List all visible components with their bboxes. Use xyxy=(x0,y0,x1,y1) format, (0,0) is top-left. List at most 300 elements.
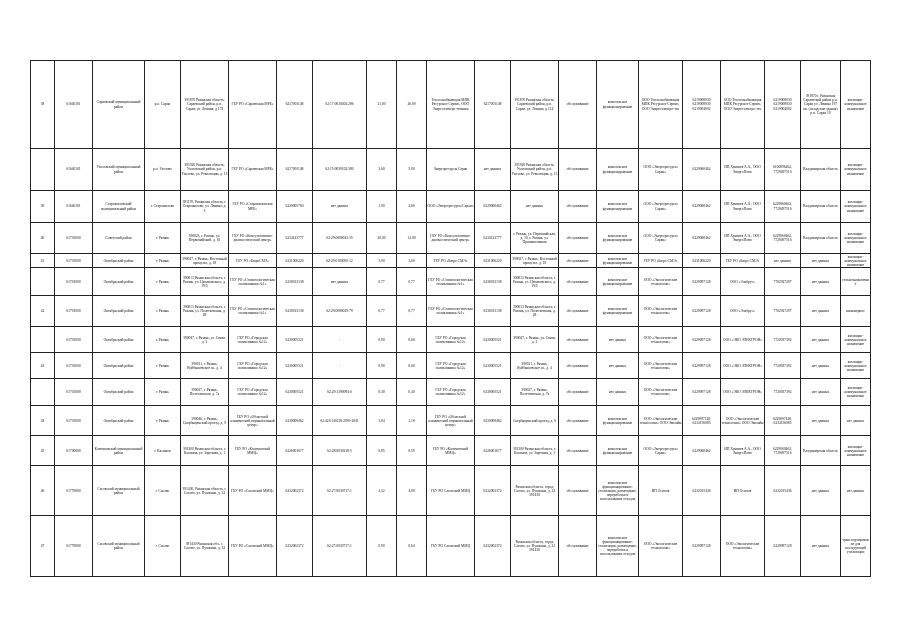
row-number-cell: 43 xyxy=(31,353,55,379)
table-cell: ГБУ РО Сасовский ММЦ xyxy=(427,516,475,577)
table-cell: Рязанская область, город Сасово, ул. Пушкина, д. 32 391430 xyxy=(511,516,559,577)
table-cell: обслуживание xyxy=(559,466,597,516)
table-cell: 0,40 xyxy=(367,379,397,406)
table-cell: ГБУ РО «Бюро СМЭ» xyxy=(639,254,683,268)
table-cell: 0,77 xyxy=(367,268,397,296)
table-cell: нет данных xyxy=(841,406,871,436)
table-cell: г. Рязань xyxy=(145,296,181,327)
table-cell: Октябрьский район xyxy=(93,353,145,379)
table-cell: ГБУ РО «Областной клинический перинатальный центр» xyxy=(229,406,277,436)
table-row xyxy=(31,466,871,516)
table-cell: комплексное функционирование xyxy=(597,149,639,191)
table-cell: ООО «Экологические технологии» xyxy=(639,379,683,406)
table-cell: - xyxy=(313,327,367,353)
table-cell: ООО «Экологические технологии» xyxy=(721,516,765,577)
table-cell: 0,77 xyxy=(397,268,427,296)
table-cell: г. Рязань, ул. Первомайская, д. 10, г. Рязань, ул. Промышленная xyxy=(511,223,559,254)
row-number-cell xyxy=(31,327,55,353)
table-cell: 6230005521 xyxy=(277,379,313,406)
table-cell: 6230005521 xyxy=(475,353,511,379)
table-cell: нет данных xyxy=(801,296,841,327)
table-cell: 6230005521 xyxy=(475,327,511,353)
table-cell: ГБУ РО «Касимовский ММЦ» xyxy=(427,436,475,466)
table-cell: 61701000 xyxy=(55,296,93,327)
table-cell: 6219008030 6219008030 6219004692 xyxy=(683,61,721,149)
table-cell: нет данных xyxy=(801,466,841,516)
table-cell: 7702927297 xyxy=(765,296,801,327)
table-cell: 391430, Рязанская область, г. Сасово, ул. Пушкина, д. 32 xyxy=(181,466,229,516)
table-row xyxy=(31,191,871,223)
table-cell: ГБУ РО «Стоматологическая поликлиника №1» xyxy=(427,268,475,296)
table-cell: 6232015436 xyxy=(765,466,801,516)
table-row xyxy=(31,436,871,466)
table-cell: ГБУ РО «Бюро СМЭ» xyxy=(721,254,765,268)
table-cell: обслуживание xyxy=(559,436,597,466)
table-cell: нет данных xyxy=(765,254,801,268)
table-cell: 6229060462 xyxy=(475,191,511,223)
table-cell: 6229097128 xyxy=(683,268,721,296)
table-cell: 391920 Рязанская область, Ухоловский район, р.п. Ухолово, ул. Революции, д. 13 xyxy=(511,149,559,191)
table-cell: 6230005521 xyxy=(475,379,511,406)
row-number-cell: 40 xyxy=(31,223,55,254)
table-cell: 6230009462 xyxy=(475,406,511,436)
table-cell: комплексное функционирование: утилизация, размещение, переработка и использование отходов xyxy=(597,516,639,577)
table-cell: 390027, г. Рязань, Полетаевская, д. 7а xyxy=(181,379,229,406)
table-cell: 6229060462 xyxy=(683,223,721,254)
table-cell: Энергоресурсы Сараи xyxy=(427,149,475,191)
table-cell: обслуживание xyxy=(559,254,597,268)
table-cell: нет данных xyxy=(801,516,841,577)
table-cell: обслуживание xyxy=(559,516,597,577)
table-cell: 2,18 xyxy=(397,406,427,436)
row-number-cell xyxy=(31,268,55,296)
table-cell: 6229097128 xyxy=(683,327,721,353)
table-cell: Владимирская область xyxy=(801,223,841,254)
table-cell: 6230005521 xyxy=(277,327,313,353)
table-cell: обслуживание xyxy=(559,379,597,406)
table-cell: жилищно-коммунальное назначение xyxy=(841,436,871,466)
table-cell: 6229060462 xyxy=(683,436,721,466)
table-cell: ООО Теплоснабжающая МПК Ресурсное Сервис, ООО Энергоэлектро-тех xyxy=(721,61,765,149)
table-cell: 0,90 xyxy=(367,353,397,379)
table-cell: 390027, г. Рязань, Восточный промузел, д. 18 xyxy=(511,254,559,268)
register-table-body xyxy=(31,61,871,577)
table-cell: 20,00 xyxy=(367,223,397,254)
table-cell: обслуживание xyxy=(559,61,597,149)
table-cell: ООО «Энергоресурсы Сараи» xyxy=(639,191,683,223)
table-cell: 61700000 xyxy=(55,436,93,466)
table-row xyxy=(31,61,871,149)
table-cell: 61701000 xyxy=(55,379,93,406)
table-cell: ГБУ РО «БюроСМЭ» xyxy=(229,254,277,268)
table-cell: обслуживание xyxy=(559,327,597,353)
table-cell: жилищно-коммунальное назначение xyxy=(841,379,871,406)
table-cell: ООО «Экологические технологии» xyxy=(639,353,683,379)
table-cell: 0,77 xyxy=(397,296,427,327)
table-cell: ООО «Экологические технологии» xyxy=(639,516,683,577)
table-row xyxy=(31,268,871,296)
table-cell: Скорбященский проезд, д. 9 xyxy=(511,406,559,436)
table-cell: 6232015436 xyxy=(683,466,721,516)
table-cell: 61640101 xyxy=(55,149,93,191)
table-cell: 21,00 xyxy=(367,61,397,149)
row-number-cell: 39 xyxy=(31,191,55,223)
row-number-cell: 46 xyxy=(31,466,55,516)
table-cell: 391870 Рязанская область, Сараевский район, р.п. Сараи, ул. Ленина, д.114 xyxy=(511,61,559,149)
table-cell: ГБУ РО «Стоматологическая поликлиника №1» xyxy=(229,268,277,296)
table-cell: 7702927297 xyxy=(765,268,801,296)
table-cell: 3,04 xyxy=(367,406,397,436)
table-cell: ГБУ РО «Старожиловская МРБ» xyxy=(229,191,277,223)
table-cell: жилищно-коммунальное назначение xyxy=(841,353,871,379)
table-cell: нет данных xyxy=(801,254,841,268)
table-cell: ИП Хунвиев А.А., ООО ЭнергоПлюс xyxy=(721,223,765,254)
table-cell: нет данных xyxy=(313,268,367,296)
table-cell: 391870 г. Рязанская Сараевский район р.п. Сараи ул. Ленина 197 кв. (складские здания) р.п. Сараи 10 xyxy=(801,61,841,149)
table-cell: 61701000 xyxy=(55,254,93,268)
table-cell: 6226001677 xyxy=(277,436,313,466)
table-cell: ООО «Экологические технологии» xyxy=(639,296,683,327)
table-cell: ООО «ЭКО ЭЛЕКТРОН» xyxy=(721,353,765,379)
table-cell: г. Рязань xyxy=(145,353,181,379)
table-cell: 6230009462 xyxy=(277,406,313,436)
table-cell: 62:29:1390094:6 xyxy=(313,379,367,406)
table-cell: Сараевский муниципальный район xyxy=(93,61,145,149)
row-number-cell: 44 xyxy=(31,406,55,436)
table-cell: 390046, г. Рязань, Скорбященский проезд, д. 9 xyxy=(181,406,229,436)
row-number-cell xyxy=(31,379,55,406)
table-cell: 390011, г. Рязань, Куйбышевское ш., д. 4 xyxy=(181,353,229,379)
table-cell: ГБУ РО «Городская поликлиника №12» xyxy=(427,379,475,406)
table-cell: г. Рязань xyxy=(145,327,181,353)
table-cell: 62:27:0030717:1 xyxy=(313,466,367,516)
table-cell: г. Рязань xyxy=(145,379,181,406)
table-cell: нет данных xyxy=(801,406,841,436)
table-cell: обслуживание xyxy=(559,406,597,436)
table-cell: 6234123777 xyxy=(277,223,313,254)
table-cell: 390011, г. Рязань, Куйбышевское ш., д. 4 xyxy=(511,353,559,379)
table-cell: ООО «Эльбрус» xyxy=(721,268,765,296)
table-cell: 6232002372 xyxy=(277,466,313,516)
table-cell: ООО «ЭКО ЭЛЕКТРОН» xyxy=(721,327,765,353)
table-cell: ИП Хунвиев А.А., ООО ЭнергоПлюс xyxy=(721,436,765,466)
table-cell: 61640101 xyxy=(55,191,93,223)
table-cell: нет данных xyxy=(801,379,841,406)
table-cell: Октябрьский район xyxy=(93,327,145,353)
table-cell: 6229060462 xyxy=(683,149,721,191)
table-cell: 6232002372 xyxy=(277,516,313,577)
row-number-cell: 45 xyxy=(31,436,55,466)
table-cell: г. Рязань xyxy=(145,268,181,296)
row-number-cell: 47 xyxy=(31,516,55,577)
table-cell: г. Касимов xyxy=(145,436,181,466)
table-cell: 2,60 xyxy=(397,191,427,223)
table-cell: 390023, г. Рязань, ул. Первомайский, д. 10 xyxy=(181,223,229,254)
table-cell: 1,90 xyxy=(367,191,397,223)
table-cell: Октябрьский район xyxy=(93,406,145,436)
table-cell: ГБУ РО «Сараевская МРБ» xyxy=(229,149,277,191)
table-cell: 6229097128 xyxy=(683,516,721,577)
table-cell: 62:29:0080029:79 xyxy=(313,296,367,327)
table-cell: г. Сасово xyxy=(145,516,181,577)
table-cell: комплексное функционирование xyxy=(597,406,639,436)
table-cell: ИП Хунвиев А.А., ООО ЭнергоПлюс xyxy=(721,191,765,223)
table-cell: Советский район xyxy=(93,223,145,254)
table-cell: г. Рязань xyxy=(145,223,181,254)
table-cell: 61701000 xyxy=(55,327,93,353)
table-cell: 6229097128, 6234156085 xyxy=(765,406,801,436)
table-cell: ООО «Энергоресурсы Сараи» xyxy=(639,149,683,191)
table-cell: ГБУ РО «Стоматологическая поликлиника №1» xyxy=(229,296,277,327)
table-cell: 391430 Рязанская обл., г. Сасово, ул. Пушкина, д. 32 xyxy=(181,516,229,577)
table-cell: 6217001148 xyxy=(277,61,313,149)
table-cell: 391920 Рязанская область, Ухоловский район, р.п. Ухолово, ул. Революции, д. 13 xyxy=(181,149,229,191)
table-cell: ГБУ РО «Городская поликлиника №12» xyxy=(229,353,277,379)
register-page xyxy=(30,60,870,603)
table-cell: г. Рязань xyxy=(145,254,181,268)
table-row xyxy=(31,406,871,436)
table-cell: 6230005521 xyxy=(277,353,313,379)
table-cell: 62:15:0030102:380 xyxy=(313,149,367,191)
table-row xyxy=(31,254,871,268)
table-cell: 6230013138 xyxy=(475,296,511,327)
table-cell: 0,85 xyxy=(367,436,397,466)
table-cell: 4,00 xyxy=(397,466,427,516)
table-cell: нет данных xyxy=(801,268,841,296)
table-cell: жилищно-коммунальное назначение xyxy=(841,223,871,254)
table-cell: комплексное функционирование xyxy=(597,61,639,149)
table-cell: 0,90 xyxy=(367,327,397,353)
table-cell: 62:28:0030218:5 xyxy=(313,436,367,466)
table-cell: Октябрьский район xyxy=(93,254,145,268)
table-cell: Октябрьский район xyxy=(93,296,145,327)
table-cell: Октябрьский район xyxy=(93,379,145,406)
table-cell: 6232002372 xyxy=(475,466,511,516)
table-row xyxy=(31,149,871,191)
table-cell: нет данных xyxy=(597,379,639,406)
table-cell: 6229060462, 7729497516 xyxy=(765,436,801,466)
table-cell: 61701000 xyxy=(55,223,93,254)
table-cell: 61770000 xyxy=(55,466,93,516)
table-cell: обслуживание xyxy=(559,191,597,223)
table-cell: 6229060462 xyxy=(683,191,721,223)
table-row xyxy=(31,296,871,327)
table-cell: Октябрьский район xyxy=(93,268,145,296)
table-cell: 6231006220 xyxy=(683,254,721,268)
table-cell: ООО «Экологические технологии» xyxy=(639,268,683,296)
table-cell: 390027, г. Рязань, Полетаевская, д. 7а xyxy=(511,379,559,406)
table-cell: 6217001148 xyxy=(277,149,313,191)
table-cell: ГБУ РО «Сараевская МРБ» xyxy=(229,61,277,149)
table-cell: ИП Хунвиев А.А., ООО ЭнергоПлюс xyxy=(721,149,765,191)
table-cell: 0,64 xyxy=(397,516,427,577)
table-cell: 6230013138 xyxy=(277,296,313,327)
table-cell: нет данных xyxy=(801,327,841,353)
table-cell: ООО Теплоснабжающая МПК Ресурсное Сервис, ООО Энергоэлектро-тех xyxy=(639,61,683,149)
table-cell: ГБУ РО «Консультативно-диагностический центр» xyxy=(229,223,277,254)
table-cell: комплексное функционирование xyxy=(597,268,639,296)
table-cell: 6229097128, 6234156085 xyxy=(683,406,721,436)
table-cell: Сасовский муниципальный район xyxy=(93,516,145,577)
table-cell: обслуживание xyxy=(559,296,597,327)
table-cell: 390013 Рязанская область, г. Рязань, ул. Полетаевская, д. 28 xyxy=(181,296,229,327)
table-cell: 0,40 xyxy=(397,379,427,406)
table-cell: комплексное функционирование xyxy=(597,436,639,466)
table-cell: ГБУ РО Сасовский ММЦ xyxy=(427,466,475,516)
table-cell: ООО «Экологические технологии» xyxy=(639,327,683,353)
table-cell: ГБУ РО «Касимовский ММЦ» xyxy=(229,436,277,466)
table-cell: 6231006220 xyxy=(475,254,511,268)
table-cell: Рязанская область, город Сасово, ул. Пушкина, д. 32 391430 xyxy=(511,466,559,516)
table-cell: 26,00 xyxy=(397,61,427,149)
table-cell: Владимирская область xyxy=(801,149,841,191)
table-cell: 61770000 xyxy=(55,516,93,577)
table-cell: р.п. Сараи xyxy=(145,61,181,149)
table-cell: 7720037392 xyxy=(765,327,801,353)
table-row xyxy=(31,379,871,406)
table-cell: жилищно-коммунальное назначение xyxy=(841,191,871,223)
table-cell: нет данных xyxy=(597,327,639,353)
table-cell: нет данных xyxy=(313,191,367,223)
table-cell: ИП Осипов xyxy=(639,466,683,516)
table-cell: Владимирская область xyxy=(801,191,841,223)
table-cell: 6217001148 xyxy=(475,61,511,149)
table-cell: ГБУ РО «Сасовский ММЦ» xyxy=(229,466,277,516)
table-cell: 7720037392 xyxy=(765,379,801,406)
table-cell: 6229097128 xyxy=(683,353,721,379)
table-cell: 391300 Рязанская область, г. Касимов, ул. Заречная, д. 1 xyxy=(511,436,559,466)
table-cell: ООО «Энергоресурсы Сараи» xyxy=(427,191,475,223)
table-cell: Клепиковский муниципальный район xyxy=(93,436,145,466)
table-cell: 390047, г. Рязань, ул. Связи, д. 3 xyxy=(511,327,559,353)
table-cell: 6229097128 xyxy=(683,379,721,406)
table-cell: 391870 Рязанская область, Сараевский район, р.п. Сараи, ул. Ленина, д.174 xyxy=(181,61,229,149)
table-cell: 6220005700 xyxy=(277,191,313,223)
table-cell: р.п. Ухолово xyxy=(145,149,181,191)
table-cell: жилищно-коммунальное назначение xyxy=(841,254,871,268)
table-row xyxy=(31,353,871,379)
table-cell: жилищно-коммунальное назначение xyxy=(841,61,871,149)
table-cell: комплексное функционирование xyxy=(597,296,639,327)
table-cell: 6232002372 xyxy=(475,516,511,577)
row-number-cell: 41 xyxy=(31,254,55,268)
table-cell: ГБУ РО «Городская поликлиника №12» xyxy=(229,379,277,406)
table-cell: 6219008030 6219008030 6219004692 xyxy=(765,61,801,149)
table-cell: 6229060462, 7729497516 xyxy=(765,191,801,223)
row-number-cell: 42 xyxy=(31,296,55,327)
table-cell: 61640101 xyxy=(55,61,93,149)
table-cell: 6106096262, 7729497516 xyxy=(765,149,801,191)
table-cell: обслуживание xyxy=(559,223,597,254)
table-cell: г. Сасово xyxy=(145,466,181,516)
table-cell: 390047, г. Рязань, ул. Связи, д. 3 xyxy=(181,327,229,353)
table-cell: г. Старожилово xyxy=(145,191,181,223)
table-cell: ГБУ РО «Сасовский ММЦ» xyxy=(229,516,277,577)
table-cell: 62:17:0010402:286 xyxy=(313,61,367,149)
table-cell: нет данных xyxy=(511,191,559,223)
table-cell: обслуживание xyxy=(559,268,597,296)
table-cell: 6229097128 xyxy=(683,296,721,327)
table-cell: 3,60 xyxy=(367,149,397,191)
table-cell: жилищно-коммунальное назначение xyxy=(841,327,871,353)
table-cell: ИП Осипов xyxy=(721,466,765,516)
row-number-cell: 38 xyxy=(31,61,55,149)
table-cell: ГБУ РО «Городская поликлиника №12» xyxy=(229,327,277,353)
table-cell: ООО «Экологические технологии» ООО Эколайн xyxy=(639,406,683,436)
table-cell: ГБУ РО «Городская поликлиника №12» xyxy=(427,353,475,379)
table-row xyxy=(31,516,871,577)
table-cell: 391170, Рязанская область, г. Старожилово, ул. Ленина, д. 3 xyxy=(181,191,229,223)
table-cell: ГБУ РО «Городская поликлиника №12» xyxy=(427,327,475,353)
table-cell: 5,00 xyxy=(397,149,427,191)
table-cell: жилищно-коммунальное назначение xyxy=(841,149,871,191)
table-cell: ООО «Экологические технологии» ООО Эколайн xyxy=(721,406,765,436)
table-cell: 62:29:0100095:12 xyxy=(313,254,367,268)
table-cell: ООО «ЭКО ЭЛЕКТРОН» xyxy=(721,379,765,406)
table-cell: Сасовский муниципальный район xyxy=(93,466,145,516)
table-cell: 2,60 xyxy=(397,254,427,268)
table-cell: 6226001677 xyxy=(475,436,511,466)
table-cell: 61701000 xyxy=(55,268,93,296)
table-cell: 390027, г. Рязань, Восточный промузел, д. 18 xyxy=(181,254,229,268)
table-cell: 6230013138 xyxy=(277,268,313,296)
table-cell: ГБУ РО «Бюро СМЭ» xyxy=(427,254,475,268)
table-cell: нет данных xyxy=(475,149,511,191)
table-cell: 6229097128 xyxy=(765,516,801,577)
table-cell: Старожиловский муниципальный район xyxy=(93,191,145,223)
table-cell: 61701000 xyxy=(55,353,93,379)
table-cell: 6234123777 xyxy=(475,223,511,254)
table-cell: ООО «Энергоресурсы Сараи» xyxy=(639,223,683,254)
table-cell: транспортирование для последующей утилизации xyxy=(841,516,871,577)
table-cell: 6229060462, 7729497516 xyxy=(765,223,801,254)
table-cell: 0,60 xyxy=(397,327,427,353)
table-cell: 6230013138 xyxy=(475,268,511,296)
table-cell: комплексное функционирование xyxy=(597,223,639,254)
row-number-cell xyxy=(31,149,55,191)
table-cell: Ухоловский муниципальный район xyxy=(93,149,145,191)
table-cell: комплексное функционирование: утилизация, размещение, переработка и использование отходов xyxy=(597,466,639,516)
table-cell: 0,77 xyxy=(367,296,397,327)
table-cell: 7720037392 xyxy=(765,353,801,379)
table-row xyxy=(31,223,871,254)
table-cell: 390013 Рязанская область, г. Рязань, ул. Полетаевская, д. 28 xyxy=(511,296,559,327)
table-cell: 61701000 xyxy=(55,406,93,436)
table-cell: 0,60 xyxy=(397,353,427,379)
table-cell: нет данных xyxy=(841,466,871,516)
table-cell: Теплоснабжающая МПК Ресурсное Сервис, ООО Энергоэлектро-техника xyxy=(427,61,475,149)
table-cell: - xyxy=(313,353,367,379)
table-cell: 391300 Рязанская область, г. Касимов, ул. Заречная, д. 1 xyxy=(181,436,229,466)
table-cell: 0,90 xyxy=(367,516,397,577)
table-cell: нет данных xyxy=(801,353,841,379)
table-cell: обслуживание xyxy=(559,149,597,191)
table-cell: Владимирская область xyxy=(801,436,841,466)
table-cell: 2,32 xyxy=(367,466,397,516)
table-row xyxy=(31,327,871,353)
table-cell: ООО «Эльбрус» xyxy=(721,296,765,327)
table-cell: нет данных xyxy=(597,353,639,379)
table-cell: обслуживание xyxy=(559,353,597,379)
table-cell: ГБУ РО «Стоматологическая поликлиника №1» xyxy=(427,296,475,327)
table-cell: инженерное xyxy=(841,296,871,327)
table-cell: 0,59 xyxy=(397,436,427,466)
table-cell: ГБУ РО «Областной клинический перинатальный центр» xyxy=(427,406,475,436)
table-cell: 6231006220 xyxy=(277,254,313,268)
table-cell: 390013 Рязанская область, г. Рязань, ул. Циолковского, д. 19/5 xyxy=(181,268,229,296)
table-cell: 62:29:0080025:35 xyxy=(313,223,367,254)
table-cell: 12,00 xyxy=(397,223,427,254)
